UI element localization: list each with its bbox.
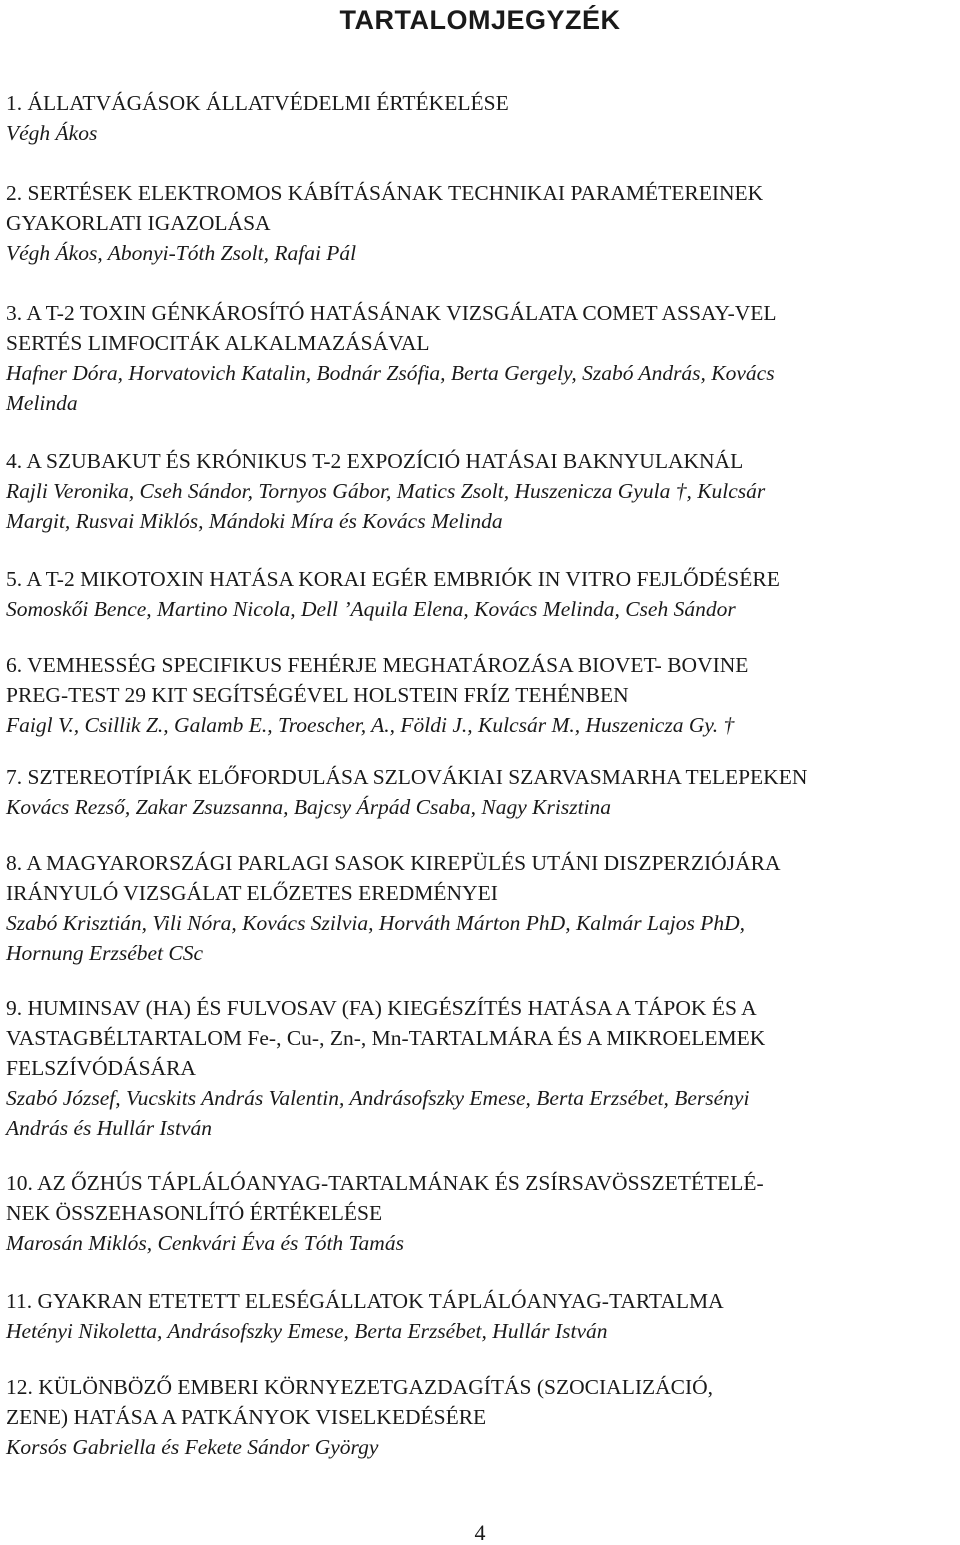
entry-title-line: 5. A T-2 MIKOTOXIN HATÁSA KORAI EGÉR EMBRIÓK IN VITRO FEJLŐDÉSÉRE bbox=[6, 567, 780, 591]
entry-title-line: 8. A MAGYARORSZÁGI PARLAGI SASOK KIREPÜLÉS UTÁNI DISZPERZIÓJÁRA bbox=[6, 851, 781, 875]
entry-title-line: SERTÉS LIMFOCITÁK ALKALMAZÁSÁVAL bbox=[6, 331, 430, 355]
toc-entry-5 bbox=[6, 564, 954, 650]
entry-authors-line: Kovács Rezső, Zakar Zsuzsanna, Bajcsy Árpád Csaba, Nagy Krisztina bbox=[6, 795, 612, 819]
entry-authors-line: Korsós Gabriella és Fekete Sándor György bbox=[6, 1435, 379, 1459]
entry-title-line: 1. ÁLLATVÁGÁSOK ÁLLATVÉDELMI ÉRTÉKELÉSE bbox=[6, 91, 509, 115]
entry-title-line: 12. KÜLÖNBÖZŐ EMBERI KÖRNYEZETGAZDAGÍTÁS (SZOCIALIZÁCIÓ, bbox=[6, 1375, 714, 1399]
entry-title-line: 2. SERTÉSEK ELEKTROMOS KÁBÍTÁSÁNAK TECHNIKAI PARAMÉTEREINEK bbox=[6, 181, 764, 205]
page-title: TARTALOMJEGYZÉK bbox=[339, 5, 621, 35]
entry-authors-line: Szabó József, Vucskits András Valentin, Andrásofszky Emese, Berta Erzsébet, Bersényi bbox=[6, 1086, 750, 1110]
entry-authors-line: Melinda bbox=[6, 391, 78, 415]
entry-title-line: 4. A SZUBAKUT ÉS KRÓNIKUS T-2 EXPOZÍCIÓ HATÁSAI BAKNYULAKNÁL bbox=[6, 449, 744, 473]
toc-entry-12 bbox=[6, 1372, 954, 1462]
entry-title-line: FELSZÍVÓDÁSÁRA bbox=[6, 1056, 196, 1080]
toc-entry-9 bbox=[6, 993, 954, 1168]
toc-entry-3 bbox=[6, 298, 954, 446]
entry-title-line: NEK ÖSSZEHASONLÍTÓ ÉRTÉKELÉSE bbox=[6, 1201, 383, 1225]
entry-authors-line: Szabó Krisztián, Vili Nóra, Kovács Szilvia, Horváth Márton PhD, Kalmár Lajos PhD, bbox=[6, 911, 745, 935]
entry-title-line: IRÁNYULÓ VIZSGÁLAT ELŐZETES EREDMÉNYEI bbox=[6, 881, 498, 905]
entry-authors-line: Faigl V., Csillik Z., Galamb E., Troescher, A., Földi J., Kulcsár M., Huszenicza Gy. † bbox=[6, 713, 735, 737]
entry-title-line: 9. HUMINSAV (HA) ÉS FULVOSAV (FA) KIEGÉSZÍTÉS HATÁSA A TÁPOK ÉS A bbox=[6, 996, 757, 1020]
entry-title-line: 3. A T-2 TOXIN GÉNKÁROSÍTÓ HATÁSÁNAK VIZSGÁLATA COMET ASSAY-VEL bbox=[6, 301, 777, 325]
entry-authors-line: Marosán Miklós, Cenkvári Éva és Tóth Tamás bbox=[6, 1231, 404, 1255]
entry-title-line: VASTAGBÉLTARTALOM Fe-, Cu-, Zn-, Mn-TARTALMÁRA ÉS A MIKROELEMEK bbox=[6, 1026, 766, 1050]
entry-title-line: 7. SZTEREOTÍPIÁK ELŐFORDULÁSA SZLOVÁKIAI SZARVASMARHA TELEPEKEN bbox=[6, 765, 808, 789]
toc-entry-10 bbox=[6, 1168, 954, 1286]
entry-title-line: PREG-TEST 29 KIT SEGÍTSÉGÉVEL HOLSTEIN FRÍZ TEHÉNBEN bbox=[6, 683, 629, 707]
entry-title-line: 11. GYAKRAN ETETETT ELESÉGÁLLATOK TÁPLÁLÓANYAG-TARTALMA bbox=[6, 1289, 724, 1313]
toc-entry-6 bbox=[6, 650, 954, 762]
entry-title-line: 6. VEMHESSÉG SPECIFIKUS FEHÉRJE MEGHATÁROZÁSA BIOVET- BOVINE bbox=[6, 653, 749, 677]
entry-authors-line: Hetényi Nikoletta, Andrásofszky Emese, Berta Erzsébet, Hullár István bbox=[6, 1319, 608, 1343]
toc-entry-2 bbox=[6, 178, 954, 298]
entry-title-line: ZENE) HATÁSA A PATKÁNYOK VISELKEDÉSÉRE bbox=[6, 1405, 487, 1429]
toc-entry-8 bbox=[6, 848, 954, 993]
toc-entry-1 bbox=[6, 88, 954, 178]
entry-authors-line: Végh Ákos, Abonyi-Tóth Zsolt, Rafai Pál bbox=[6, 241, 357, 265]
table-of-contents bbox=[6, 88, 954, 1462]
toc-entry-11 bbox=[6, 1286, 954, 1372]
entry-authors-line: András és Hullár István bbox=[6, 1116, 213, 1140]
entry-authors-line: Somoskői Bence, Martino Nicola, Dell ’Aquila Elena, Kovács Melinda, Cseh Sándor bbox=[6, 597, 736, 621]
entry-authors-line: Hornung Erzsébet CSc bbox=[6, 941, 204, 965]
entry-authors-line: Margit, Rusvai Miklós, Mándoki Míra és Kovács Melinda bbox=[6, 509, 503, 533]
page-number: 4 bbox=[474, 1520, 486, 1545]
entry-authors-line: Rajli Veronika, Cseh Sándor, Tornyos Gábor, Matics Zsolt, Huszenicza Gyula †, Kulcsár bbox=[6, 479, 766, 503]
entry-authors-line: Végh Ákos bbox=[6, 121, 98, 145]
toc-entry-4 bbox=[6, 446, 954, 564]
toc-entry-7 bbox=[6, 762, 954, 848]
entry-title-line: GYAKORLATI IGAZOLÁSA bbox=[6, 211, 271, 235]
entry-title-line: 10. AZ ŐZHÚS TÁPLÁLÓANYAG-TARTALMÁNAK ÉS ZSÍRSAVÖSSZETÉTELÉ- bbox=[6, 1171, 764, 1195]
entry-authors-line: Hafner Dóra, Horvatovich Katalin, Bodnár Zsófia, Berta Gergely, Szabó András, Kovács bbox=[6, 361, 775, 385]
